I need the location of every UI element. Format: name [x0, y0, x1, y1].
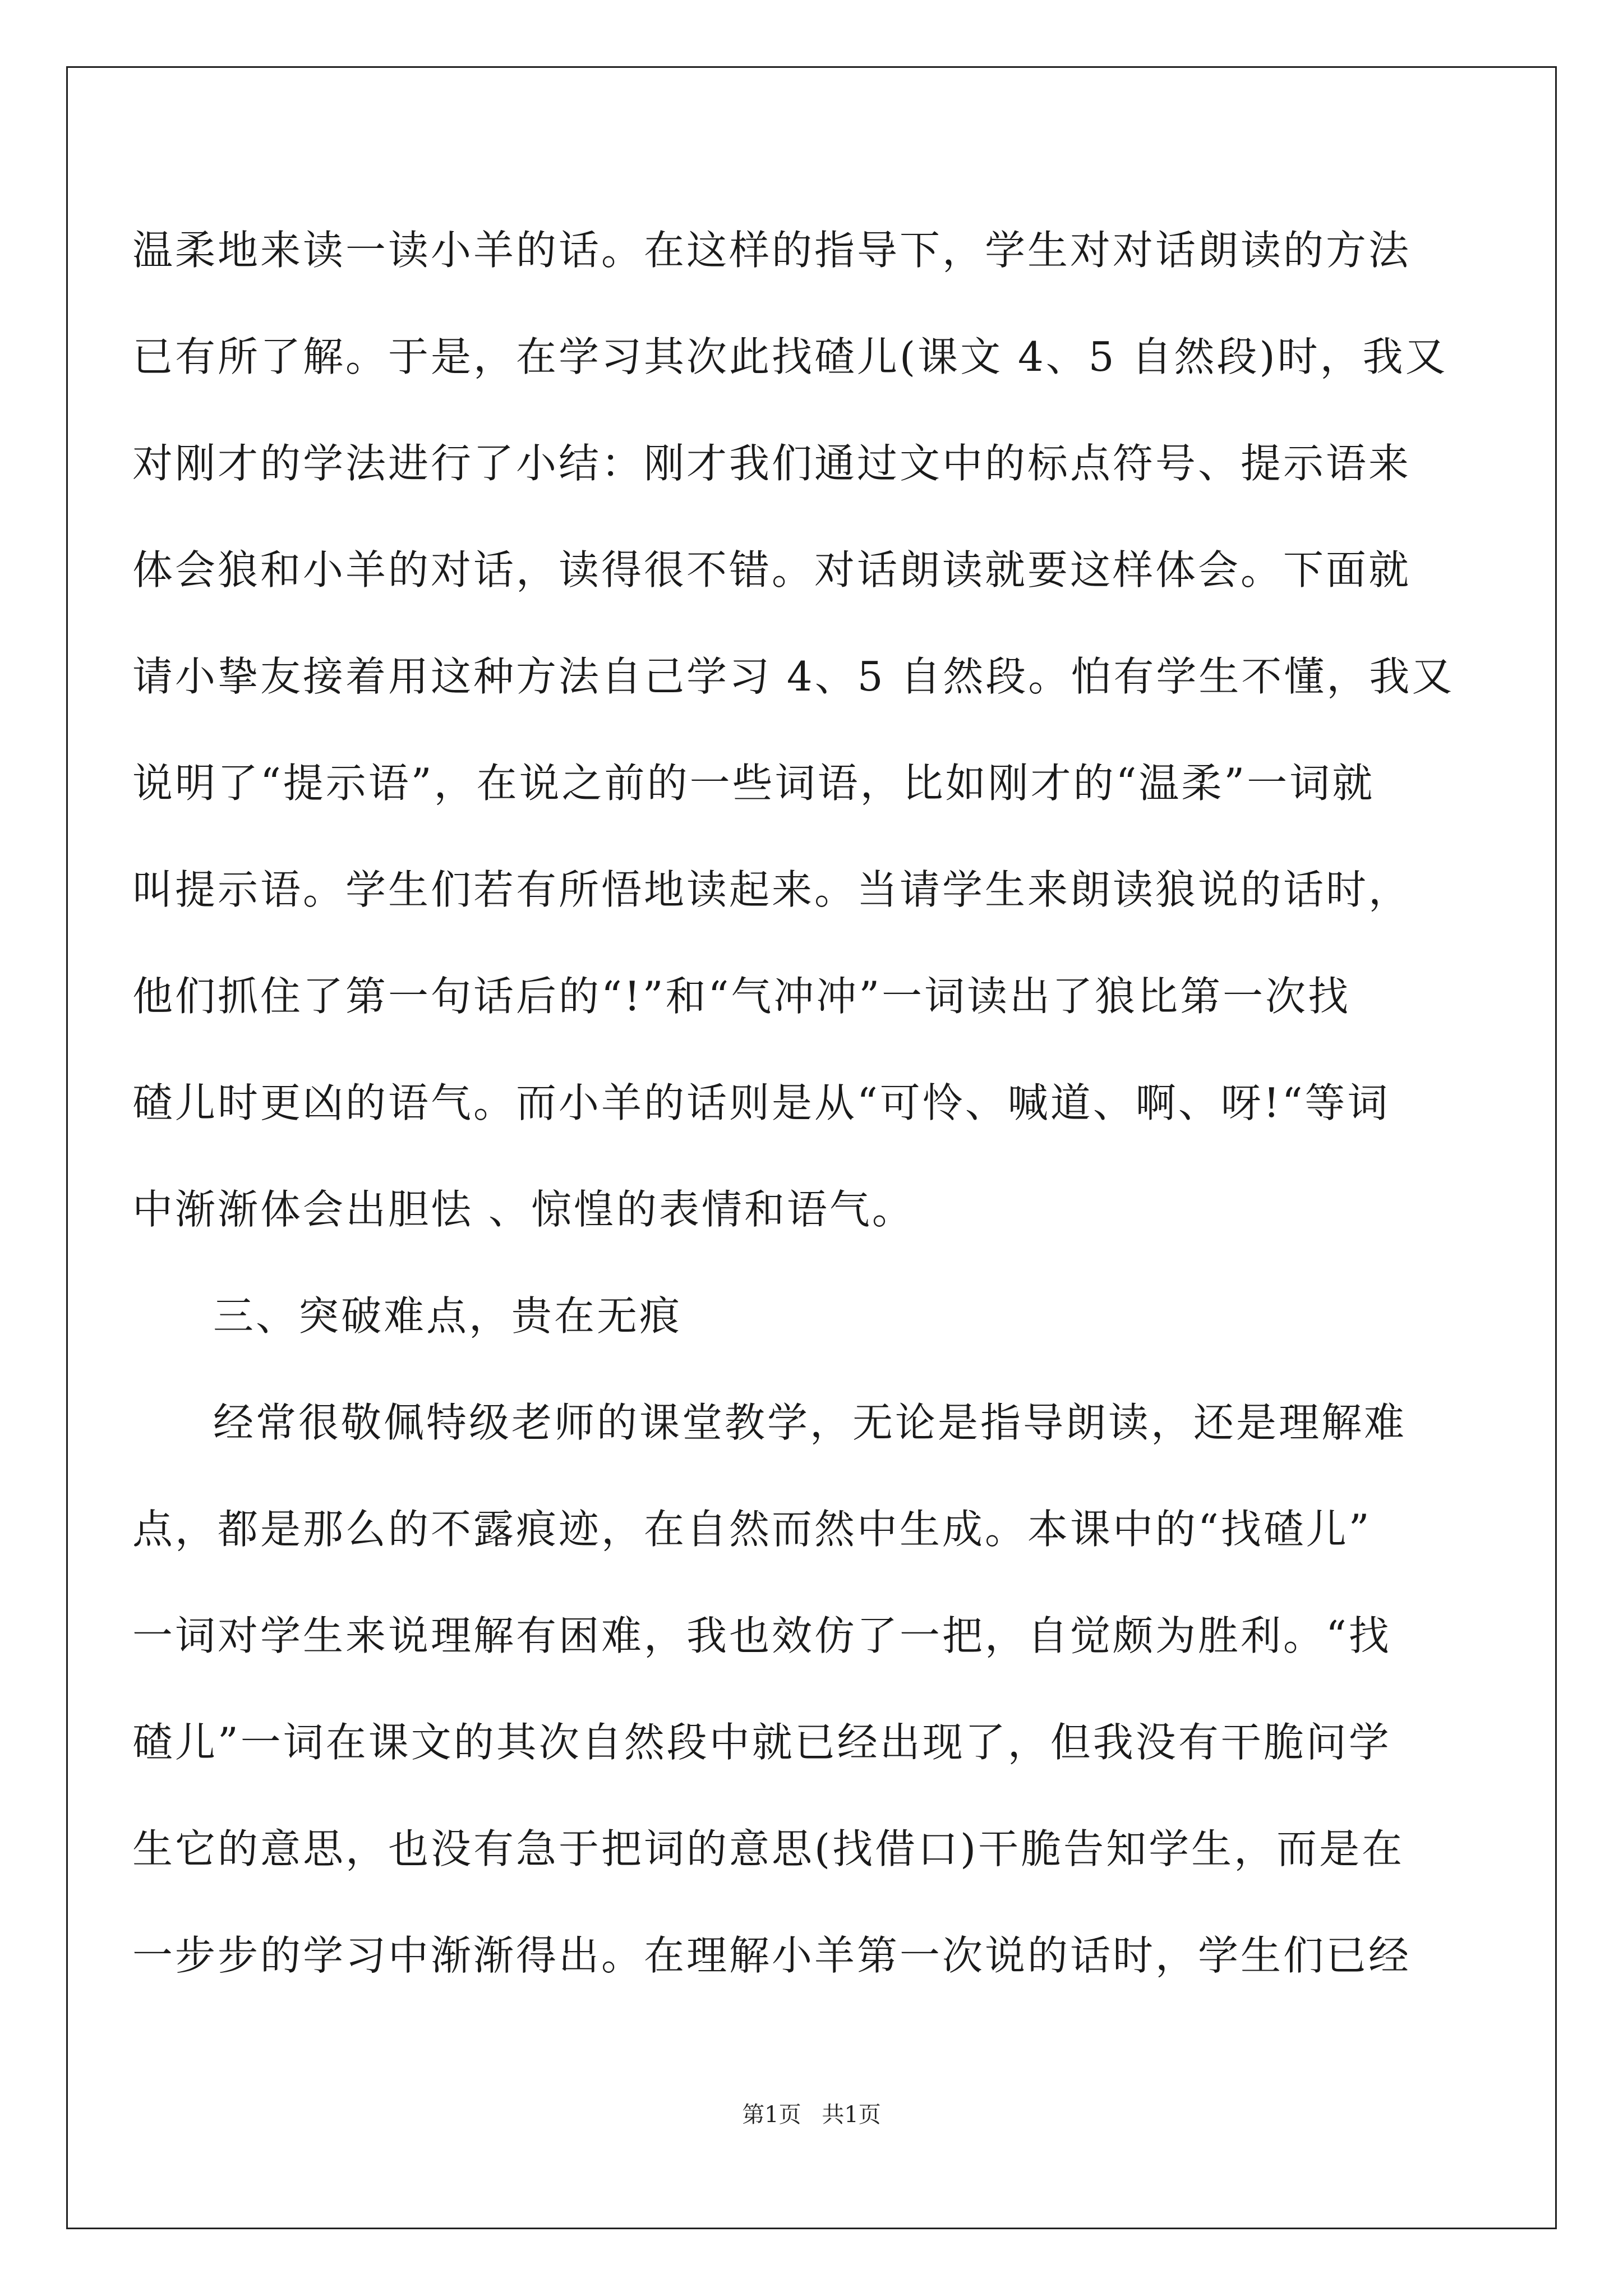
text-line: 叫提示语。学生们若有所悟地读起来。当请学生来朗读狼说的话时，: [132, 866, 1412, 913]
text-line: 已有所了解。于是，在学习其次此找碴儿(课文 4、5 自然段)时，我又: [132, 333, 1448, 380]
page-border: [66, 66, 1557, 2229]
page-number: 第1页: [742, 2102, 801, 2128]
text-line: 碴儿时更凶的语气。而小羊的话则是从“可怜、喊道、啊、呀!“等词: [132, 1079, 1390, 1126]
text-line: 对刚才的学法进行了小结：刚才我们通过文中的标点符号、提示语来: [132, 440, 1412, 487]
text-line: 他们抓住了第一句话后的“!”和“气冲冲”一词读出了狼比第一次找: [132, 973, 1351, 1020]
page-footer: [0, 2101, 1623, 2129]
text-line: 碴儿”一词在课文的其次自然段中就已经出现了，但我没有干脆问学: [132, 1719, 1391, 1766]
text-line: 温柔地来读一读小羊的话。在这样的指导下，学生对对话朗读的方法: [132, 227, 1412, 274]
paragraph-start-line: 经常很敬佩特级老师的课堂教学，无论是指导朗读，还是理解难: [213, 1399, 1407, 1446]
text-line: 一步步的学习中渐渐得出。在理解小羊第一次说的话时，学生们已经: [132, 1932, 1412, 1979]
text-line: 生它的意思，也没有急于把词的意思(找借口)干脆告知学生，而是在: [132, 1825, 1405, 1872]
text-line: 中渐渐体会出胆怯 、惊惶的表情和语气。: [132, 1186, 915, 1233]
text-line: 体会狼和小羊的对话，读得很不错。对话朗读就要这样体会。下面就: [132, 546, 1412, 593]
section-heading: 三、突破难点，贵在无痕: [213, 1292, 683, 1340]
text-line: 请小挚友接着用这种方法自己学习 4、5 自然段。怕有学生不懂，我又: [132, 653, 1455, 700]
text-line: 一词对学生来说理解有困难，我也效仿了一把，自觉颇为胜利。“找: [132, 1612, 1391, 1659]
text-line: 点，都是那么的不露痕迹，在自然而然中生成。本课中的“找碴儿”: [132, 1506, 1372, 1553]
page-total: 共1页: [822, 2102, 881, 2128]
text-line: 说明了“提示语”，在说之前的一些词语，比如刚才的“温柔”一词就: [132, 760, 1375, 807]
